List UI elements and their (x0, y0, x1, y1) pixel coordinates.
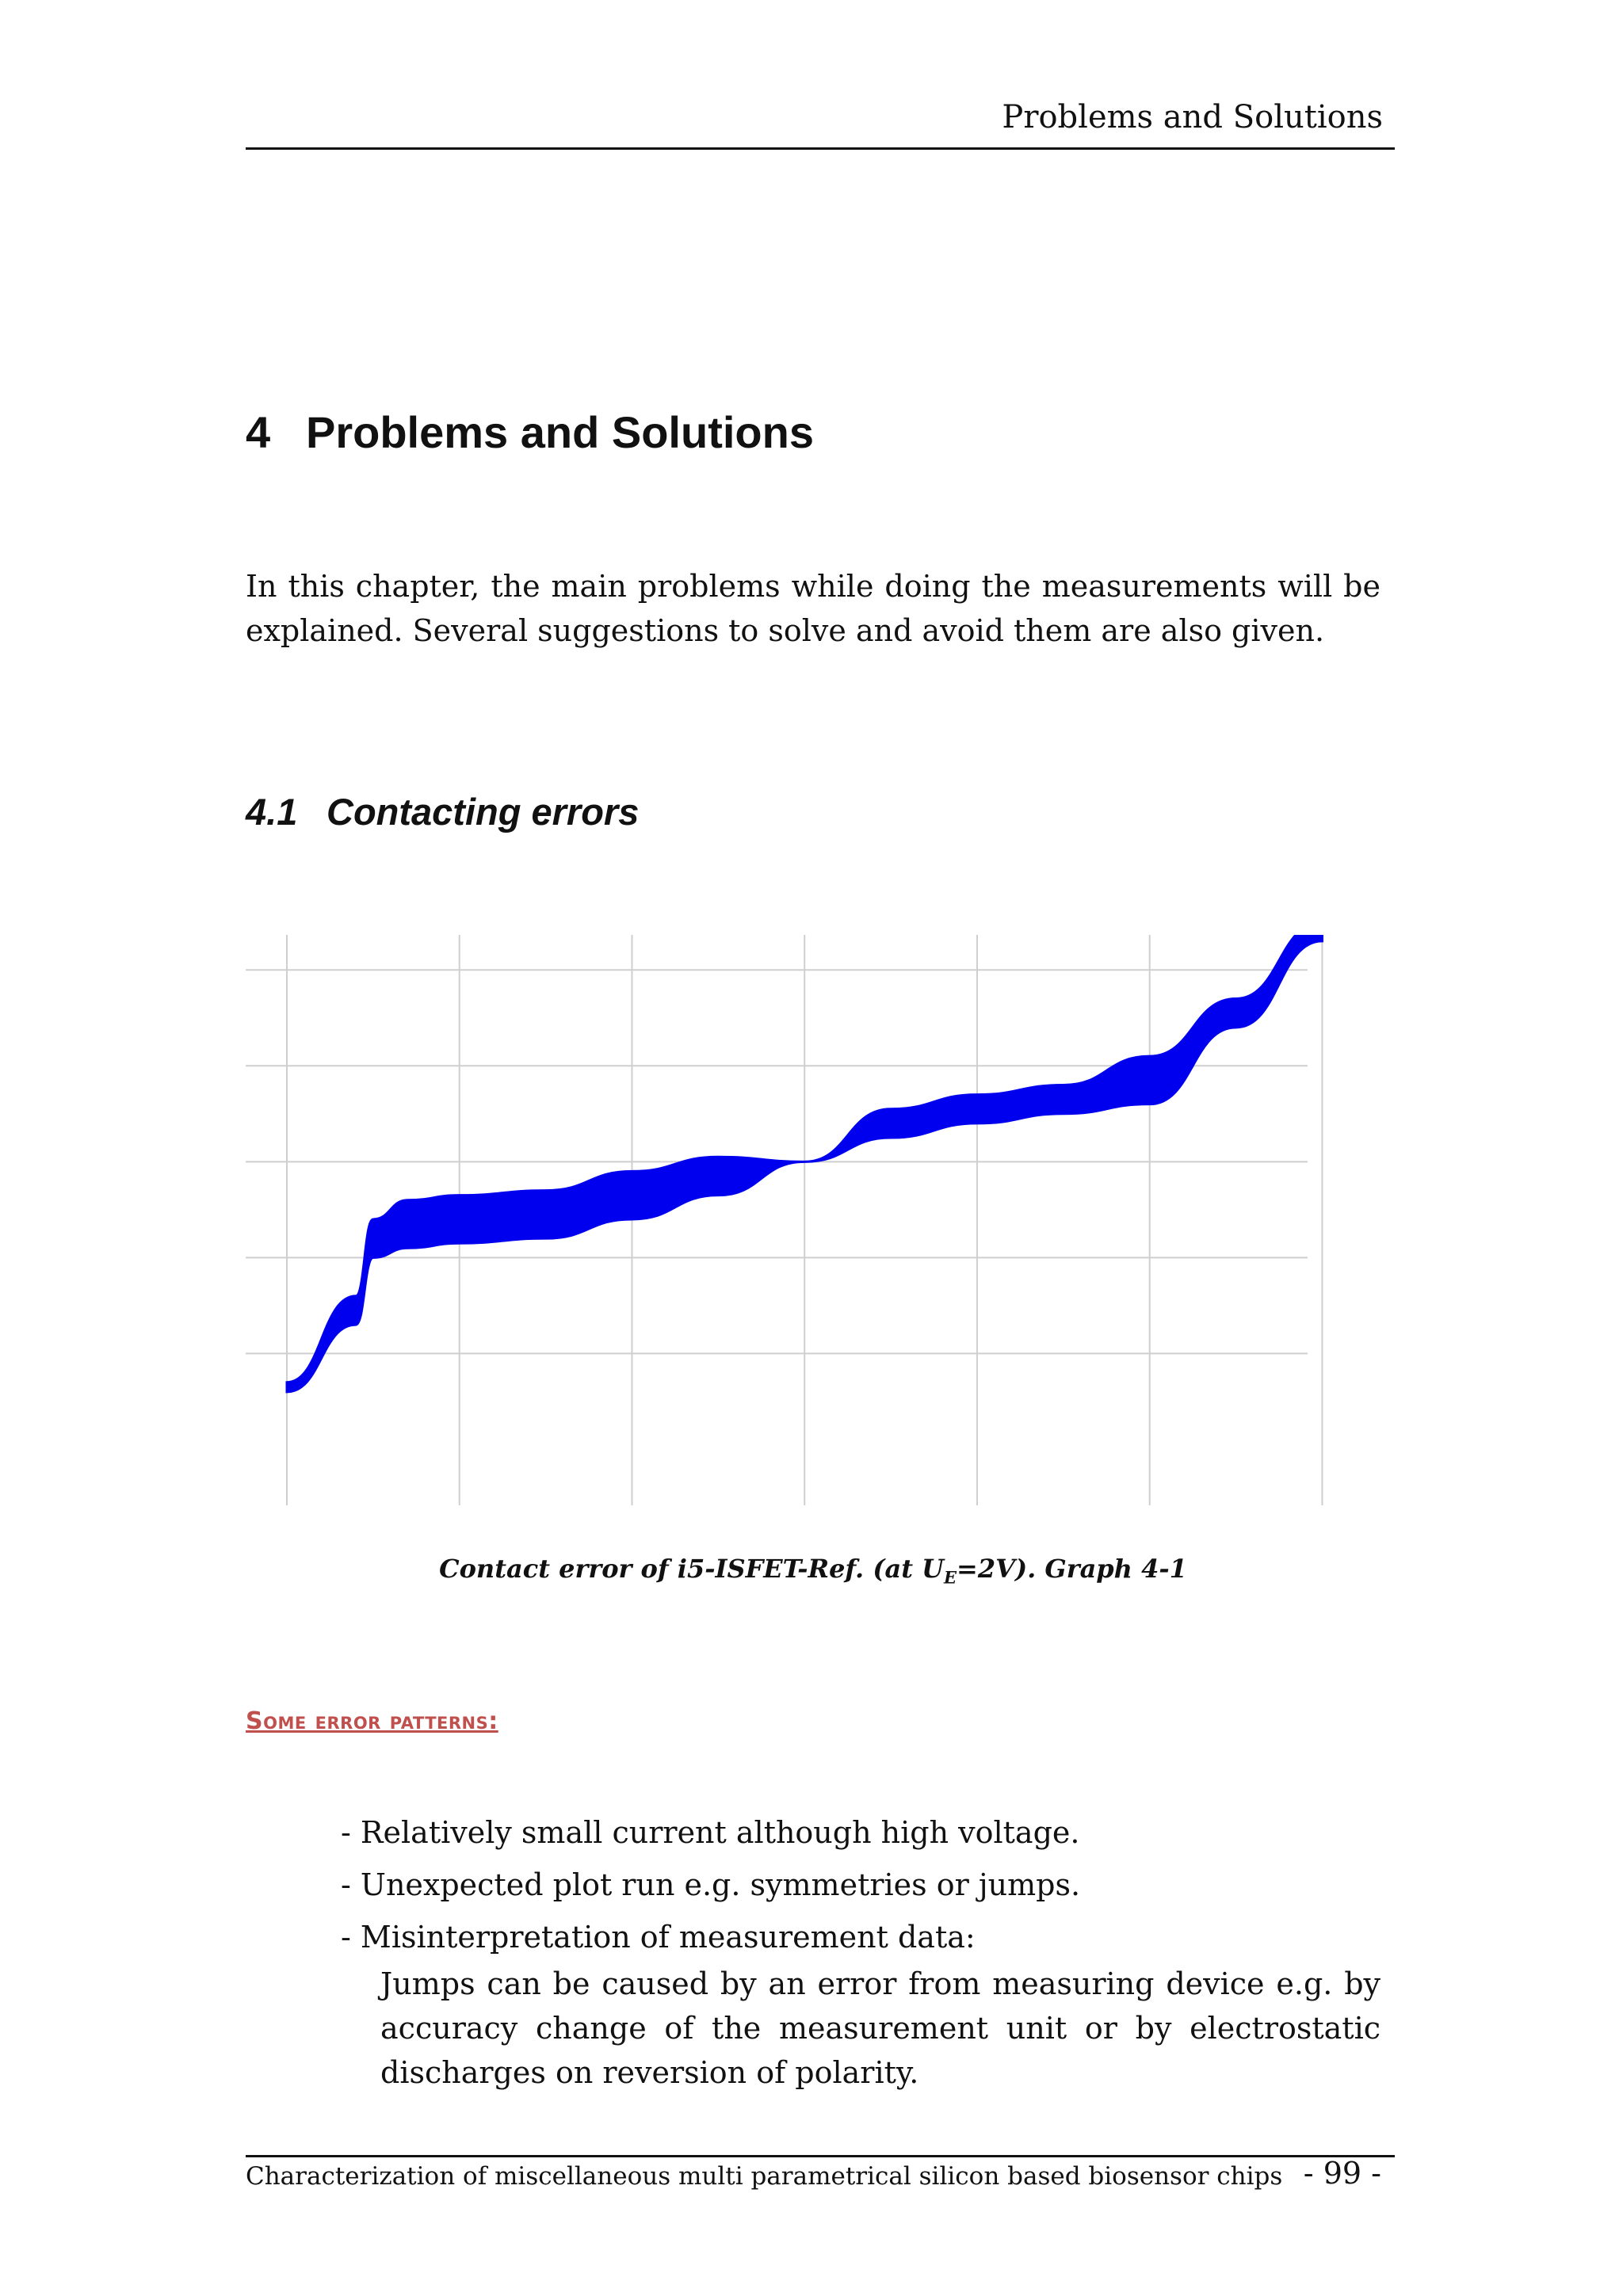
running-title: Problems and Solutions (1002, 99, 1383, 135)
section-title-text: Contacting errors (327, 791, 640, 833)
error-patterns-heading: Some error patterns: (246, 1707, 498, 1735)
contact-error-chart (246, 935, 1331, 1505)
footer-rule (246, 2155, 1395, 2157)
list-item: - Misinterpretation of measurement data: (341, 1920, 976, 1955)
error-pattern-note: Jumps can be caused by an error from measuring device e.g. by accuracy change of the measurement unit or by electrostatic discharges on reversion of polarity. (380, 1966, 1381, 2090)
chapter-number: 4 (246, 407, 271, 457)
list-item: - Relatively small current although high voltage. (341, 1815, 1080, 1850)
error-pattern-list (341, 1806, 1381, 1963)
chapter-title-text: Problems and Solutions (306, 407, 814, 457)
chapter-title (246, 404, 814, 461)
footer-text: Characterization of miscellaneous multi parametrical silicon based biosensor chips (246, 2162, 1283, 2191)
list-item: - Unexpected plot run e.g. symmetries or jumps. (341, 1867, 1081, 1902)
caption-subscript: E (944, 1567, 957, 1588)
caption-text-end: =2V). Graph 4-1 (957, 1554, 1187, 1584)
section-title (246, 787, 639, 837)
page-number: - 99 - (1303, 2156, 1381, 2191)
figure-caption (246, 1550, 1381, 1596)
intro-paragraph: In this chapter, the main problems while doing the measurements will be explained. Several suggestions to solve and avoid them are also given. (246, 569, 1381, 648)
caption-text: Contact error of i5-ISFET-Ref. (at U (439, 1554, 945, 1584)
running-header (246, 95, 1395, 150)
section-number: 4.1 (246, 791, 298, 833)
